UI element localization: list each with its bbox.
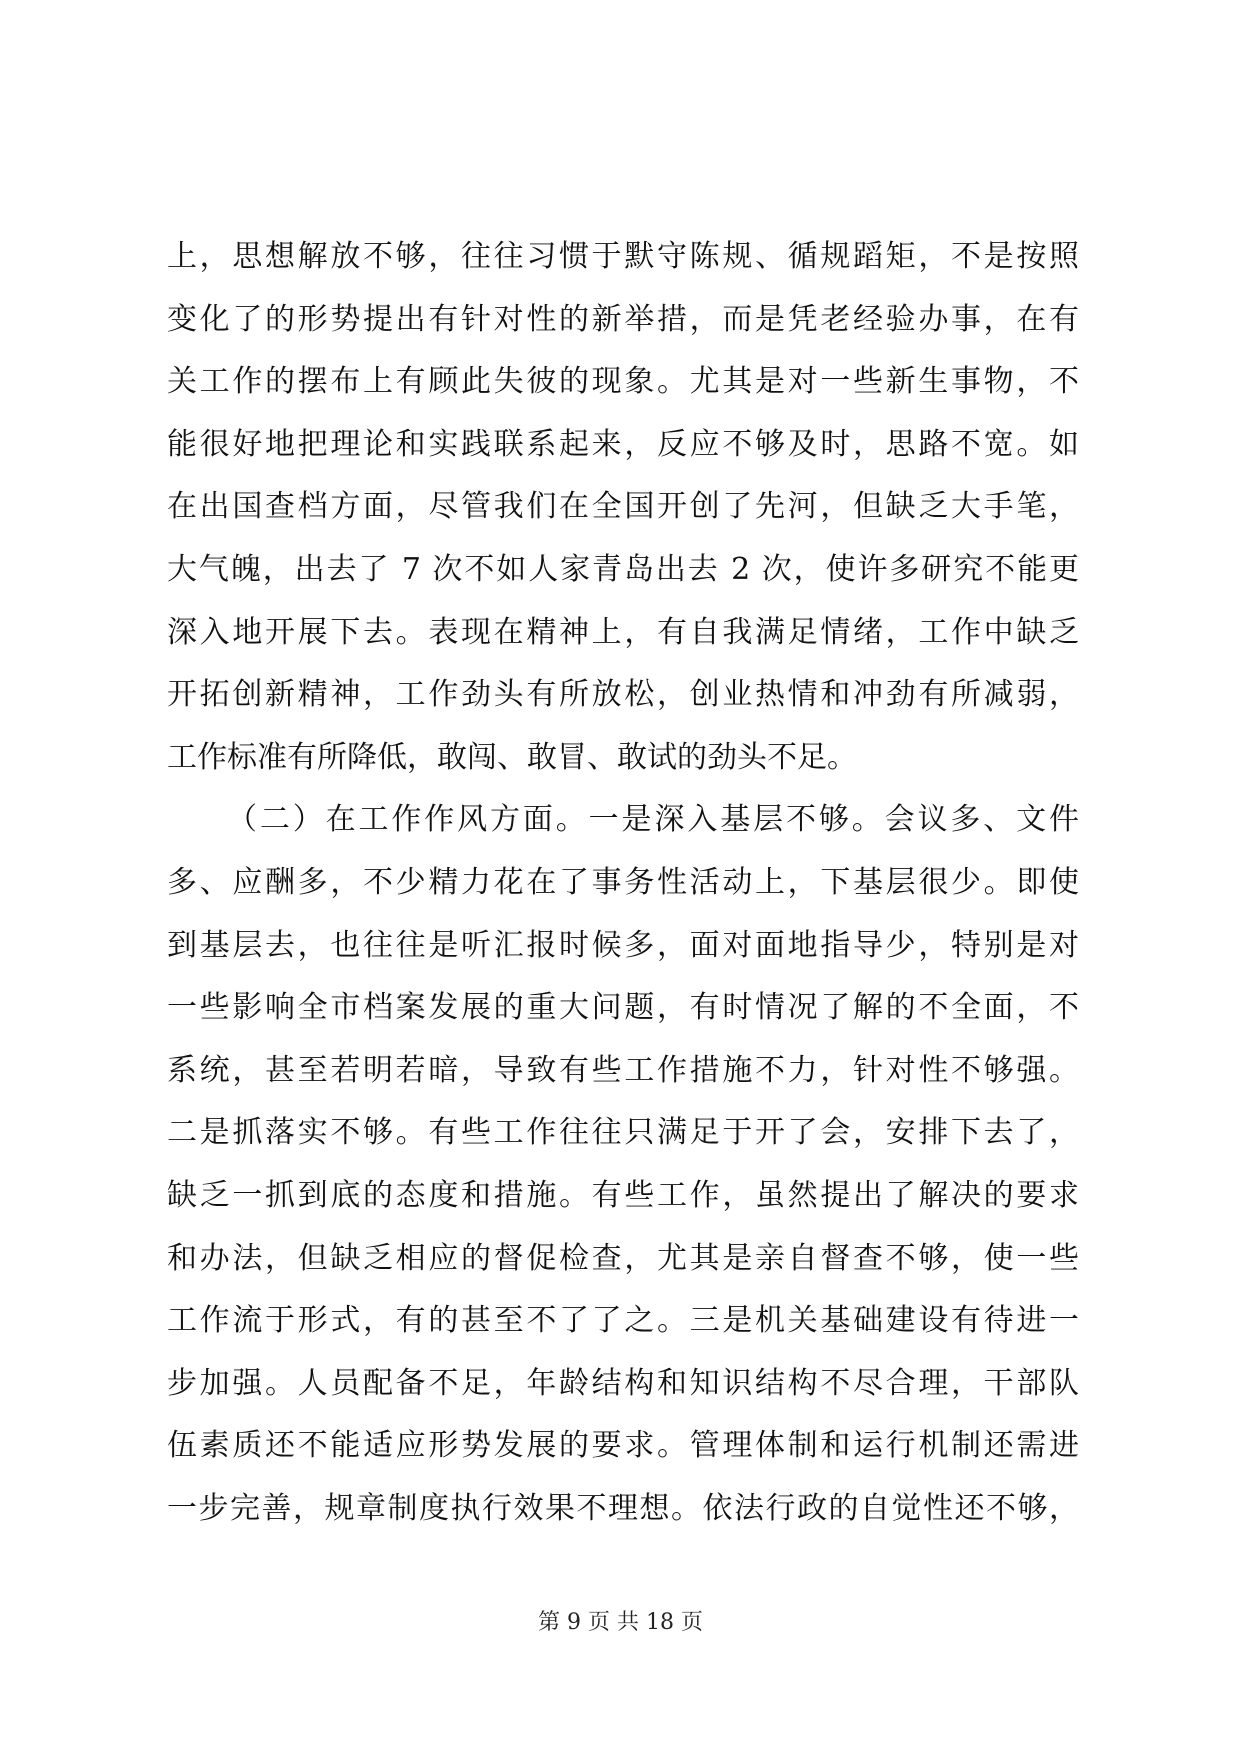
text-line: 工作流于形式，有的甚至不了了之。三是机关基础建设有待进一 bbox=[167, 1303, 1079, 1339]
text-line: 二是抓落实不够。有些工作往往只满足于开了会，安排下去了， bbox=[167, 1115, 1079, 1151]
text-line: 关工作的摆布上有顾此失彼的现象。尤其是对一些新生事物，不 bbox=[167, 364, 1079, 400]
text-line: 到基层去，也往往是听汇报时候多，面对面地指导少，特别是对 bbox=[167, 927, 1079, 963]
text-line: 变化了的形势提出有针对性的新举措，而是凭老经验办事，在有 bbox=[167, 301, 1079, 337]
paragraph-end-line: 工作标准有所降低，敢闯、敢冒、敢试的劲头不足。 bbox=[167, 739, 857, 775]
document-body bbox=[167, 226, 1079, 1540]
text-line: 大气魄，出去了 7 次不如人家青岛出去 2 次，使许多研究不能更 bbox=[167, 551, 1079, 587]
text-line: 和办法，但缺乏相应的督促检查，尤其是亲自督查不够，使一些 bbox=[167, 1240, 1079, 1276]
text-line: 一些影响全市档案发展的重大问题，有时情况了解的不全面，不 bbox=[167, 990, 1079, 1026]
text-line: 步加强。人员配备不足，年龄结构和知识结构不尽合理，干部队 bbox=[167, 1365, 1079, 1401]
text-line: 伍素质还不能适应形势发展的要求。管理体制和运行机制还需进 bbox=[167, 1428, 1079, 1464]
text-line: 缺乏一抓到底的态度和措施。有些工作，虽然提出了解决的要求 bbox=[167, 1177, 1079, 1213]
text-line: 上，思想解放不够，往往习惯于默守陈规、循规蹈矩，不是按照 bbox=[167, 239, 1079, 274]
text-line: 在出国查档方面，尽管我们在全国开创了先河，但缺乏大手笔， bbox=[167, 489, 1079, 525]
text-line: 一步完善，规章制度执行效果不理想。依法行政的自觉性还不够， bbox=[167, 1490, 1079, 1526]
text-line: 深入地开展下去。表现在精神上，有自我满足情绪，工作中缺乏 bbox=[167, 614, 1079, 650]
text-line: 开拓创新精神，工作劲头有所放松，创业热情和冲劲有所减弱， bbox=[167, 677, 1079, 713]
text-line: 多、应酬多，不少精力花在了事务性活动上，下基层很少。即使 bbox=[167, 864, 1079, 900]
page-number-footer: 第 9 页 共 18 页 bbox=[538, 1610, 703, 1635]
text-line: 系统，甚至若明若暗，导致有些工作措施不力，针对性不够强。 bbox=[167, 1052, 1079, 1088]
text-line: 能很好地把理论和实践联系起来，反应不够及时，思路不宽。如 bbox=[167, 426, 1079, 462]
section-heading-line: （二）在工作作风方面。一是深入基层不够。会议多、文件 bbox=[227, 802, 1079, 838]
